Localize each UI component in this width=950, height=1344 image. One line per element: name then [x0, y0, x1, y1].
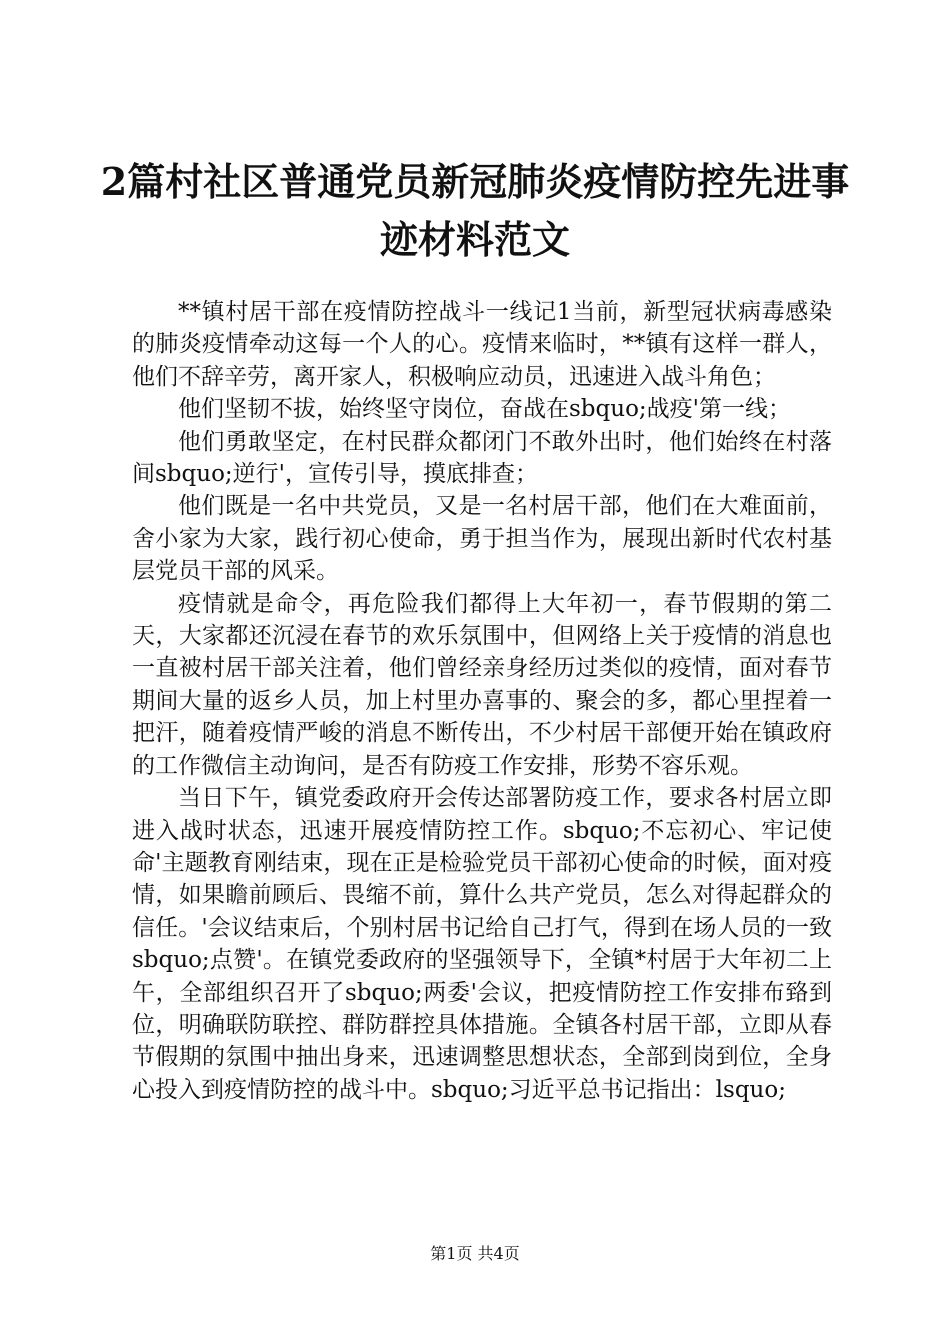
paragraph: 他们坚韧不拔，始终坚守岗位，奋战在sbquo;战疫'第一线； — [178, 396, 791, 423]
paragraph: 疫情就是命令，再危险我们都得上大年初一，春节假期的第二天，大家都还沉浸在春节的欢乐氛围中，但网络上关于疫情的消息也一直被村居干部关注着，他们曾经亲身经历过类似的疫情，面对春节期间大量的返乡人员，加上村里办喜事的、聚会的多，都心里捏着一把汗，随着疫情严峻的消息不断传出，不少村居干部便开始在镇政府的工作微信主动询问，是否有防疫工作安排，形势不容乐观。 — [132, 590, 832, 779]
document-title-line-2: 迹材料范文 — [379, 217, 570, 262]
paragraph: 他们勇敢坚定，在村民群众都闭门不敢外出时，他们始终在村落间sbquo;逆行'，宣传引导，摸底排查； — [132, 428, 832, 488]
page-number-footer: 第1页 共4页 — [430, 1244, 520, 1263]
paragraph: **镇村居干部在疫情防控战斗一线记1当前，新型冠状病毒感染的肺炎疫情牵动这每一个人的心。疫情来临时，**镇有这样一群人，他们不辞辛劳，离开家人，积极响应动员，迅速进入战斗角色； — [132, 299, 832, 390]
document-title-line-1: 2篇村社区普通党员新冠肺炎疫情防控先进事 — [100, 159, 850, 204]
paragraph: 他们既是一名中共党员，又是一名村居干部，他们在大难面前，舍小家为大家，践行初心使命，勇于担当作为，展现出新时代农村基层党员干部的风采。 — [132, 493, 832, 585]
document-body — [132, 296, 832, 1106]
paragraph: 当日下午，镇党委政府开会传达部署防疫工作，要求各村居立即进入战时状态，迅速开展疫情防控工作。sbquo;不忘初心、牢记使命'主题教育刚结束，现在正是检验党员干部初心使命的时候，面对疫情，如果瞻前顾后、畏缩不前，算什么共产党员，怎么对得起群众的信任。'会议结束后，个别村居书记给自己打气，得到在场人员的一致sbquo;点赞'。在镇党委政府的坚强领导下，全镇*村居于大年初二上午，全部组织召开了sbquo;两委'会议，把疫情防控工作安排布臵到位，明确联防联控、群防群控具体措施。全镇各村居干部，立即从春节假期的氛围中抽出身来，迅速调整思想状态，全部到岗到位，全身心投入到疫情防控的战斗中。sbquo;习近平总书记指出：lsquo; — [132, 785, 832, 1103]
